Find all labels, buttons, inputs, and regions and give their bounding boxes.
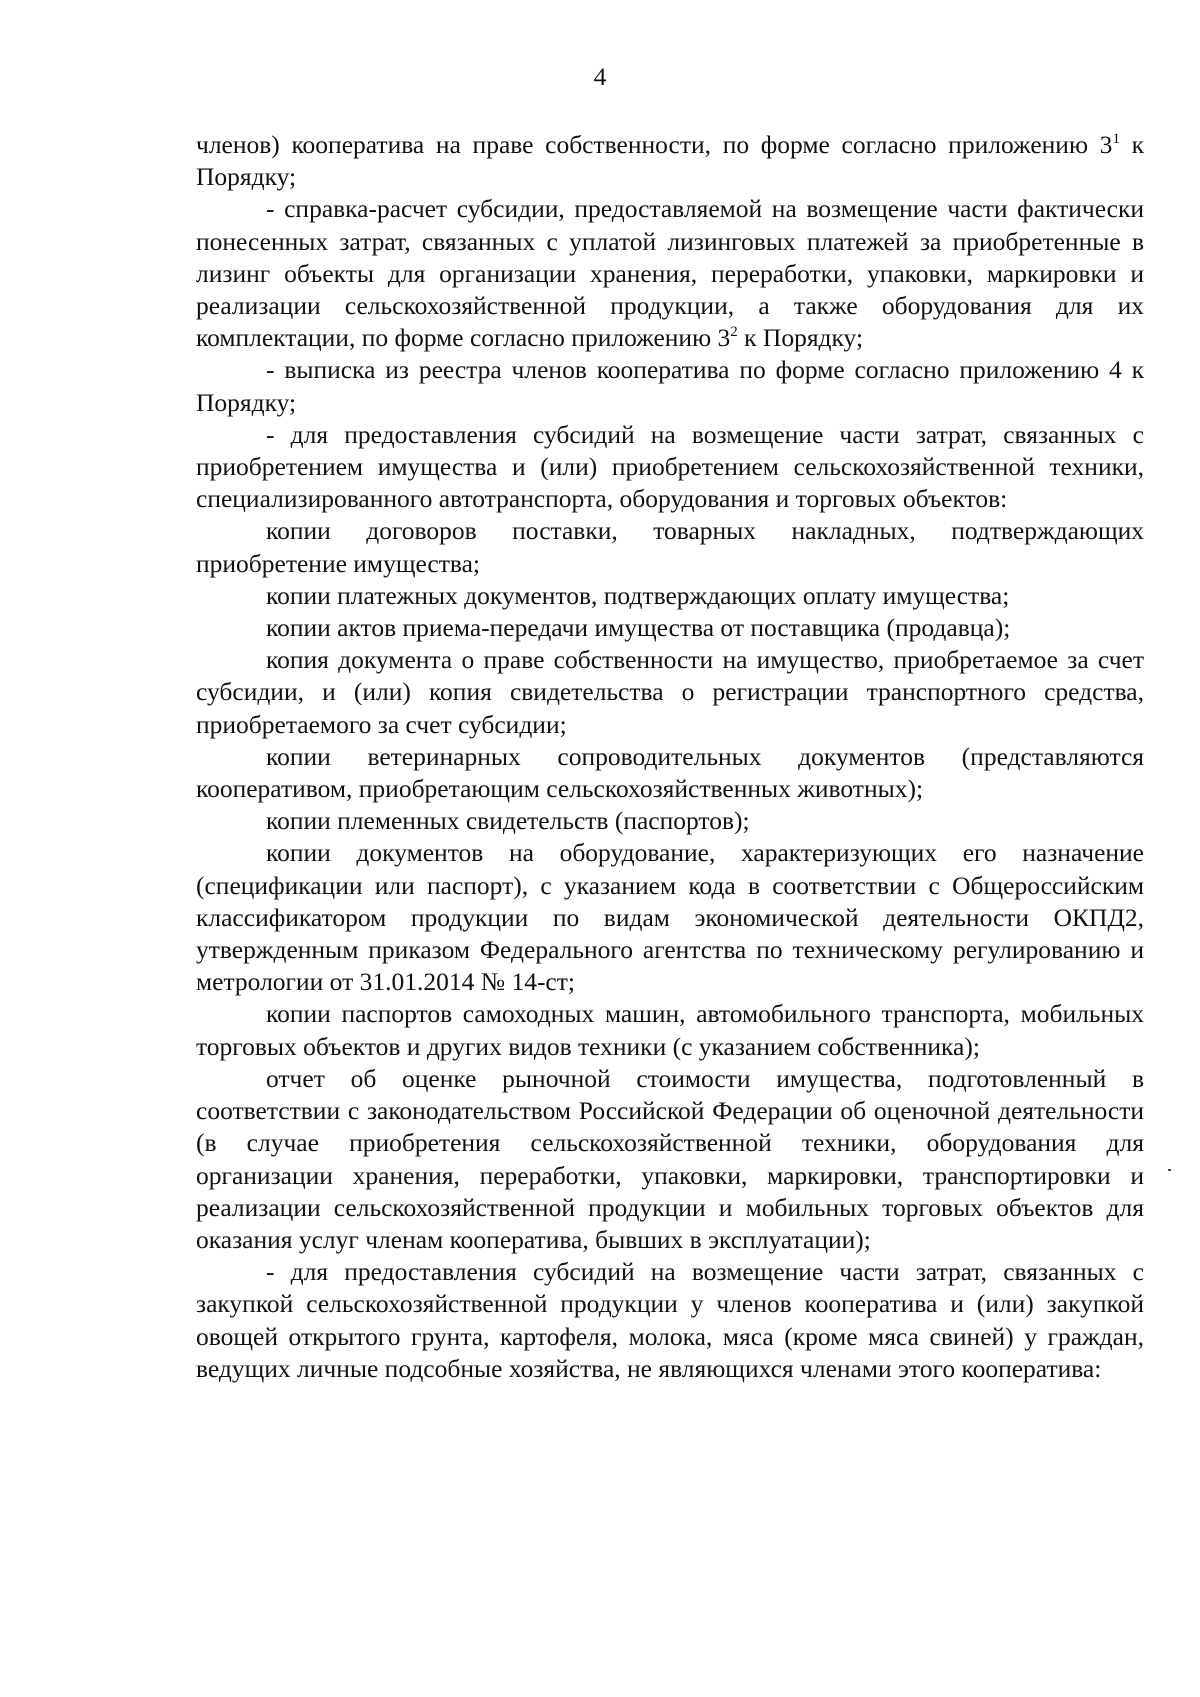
paragraph-7: копии актов приема-передачи имущества от поставщика (продавца); [266, 613, 1011, 643]
paragraph-8: копия документа о праве собственности на имущество, приобретаемое за счет субсидии, и (или) копия свидетельства о регистрации транспортного средства, приобретаемого за счет субсидии; [196, 645, 1144, 739]
superscript-1: 1 [1112, 131, 1120, 147]
paragraph-1-tail: к Порядку; [196, 130, 1144, 192]
paragraph-2-text: - справка-расчет субсидии, предоставляемой на возмещение части фактически понесенных затрат, связанных с уплатой лизинговых платежей за приобретенные в лизинг объекты для организации хранения, переработки, упаковки, маркировки и реализации сельскохозяйственной продукции, а также оборудования для их комплектации, по форме согласно приложению 3 [196, 194, 1144, 353]
paragraph-4: - для предоставления субсидий на возмещение части затрат, связанных с приобретением имущества и (или) приобретением сельскохозяйственной техники, специализированного автотранспорта, оборудования и торговых объектов: [196, 419, 1144, 514]
paragraph-9: копии ветеринарных сопроводительных документов (представляются кооперативом, приобретающим сельскохозяйственных животных); [196, 741, 1144, 804]
paragraph-2 [196, 193, 1144, 354]
superscript-2: 2 [730, 324, 738, 341]
page-number: 4 [593, 62, 607, 91]
paragraph-14: - для предоставления субсидий на возмещение части затрат, связанных с закупкой сельскохозяйственной продукции у членов кооператива и (или) закупкой овощей открытого грунта, картофеля, молока, мяса (кроме мяса свиней) у граждан, ведущих личные подсобные хозяйства, не являющихся членами этого кооператива: [196, 1257, 1144, 1383]
paragraph-6: копии платежных документов, подтверждающих оплату имущества; [266, 580, 1010, 610]
paragraph-2-tail: к Порядку; [737, 323, 864, 353]
paragraph-5: копии договоров поставки, товарных накладных, подтверждающих приобретение имущества; [196, 516, 1144, 578]
paragraph-11: копии документов на оборудование, характеризующих его назначение (спецификации или паспорт), с указанием кода в соответствии с Общероссийским классификатором продукции по видам экономической деятельности ОКПД2, утвержденным приказом Федерального агентства по техническому регулированию и метрологии от 31.01.2014 № 14-ст; [196, 838, 1144, 997]
paragraph-1-text: членов) кооператива на праве собственности, по форме согласно приложению 3 [196, 130, 1113, 159]
paragraph-3: - выписка из реестра членов кооператива по форме согласно приложению 4 к Порядку; [196, 355, 1144, 417]
paragraph-12: копии паспортов самоходных машин, автомобильного транспорта, мобильных торговых объектов и других видов техники (с указанием собственника); [196, 999, 1144, 1061]
paragraph-1 [196, 129, 1144, 193]
paragraph-13: отчет об оценке рыночной стоимости имущества, подготовленный в соответствии с законодательством Российской Федерации об оценочной деятельности (в случае приобретения сельскохозяйственной техники, оборудования для организации хранения, переработки, упаковки, маркировки, транспортировки и реализации сельскохозяйственной продукции и мобильных торговых объектов для оказания услуг членам кооператива, бывших в эксплуатации); [196, 1063, 1144, 1254]
paragraph-10: копии племенных свидетельств (паспортов); [266, 806, 750, 836]
scan-speck [1168, 1169, 1171, 1171]
document-body [196, 129, 1144, 1385]
